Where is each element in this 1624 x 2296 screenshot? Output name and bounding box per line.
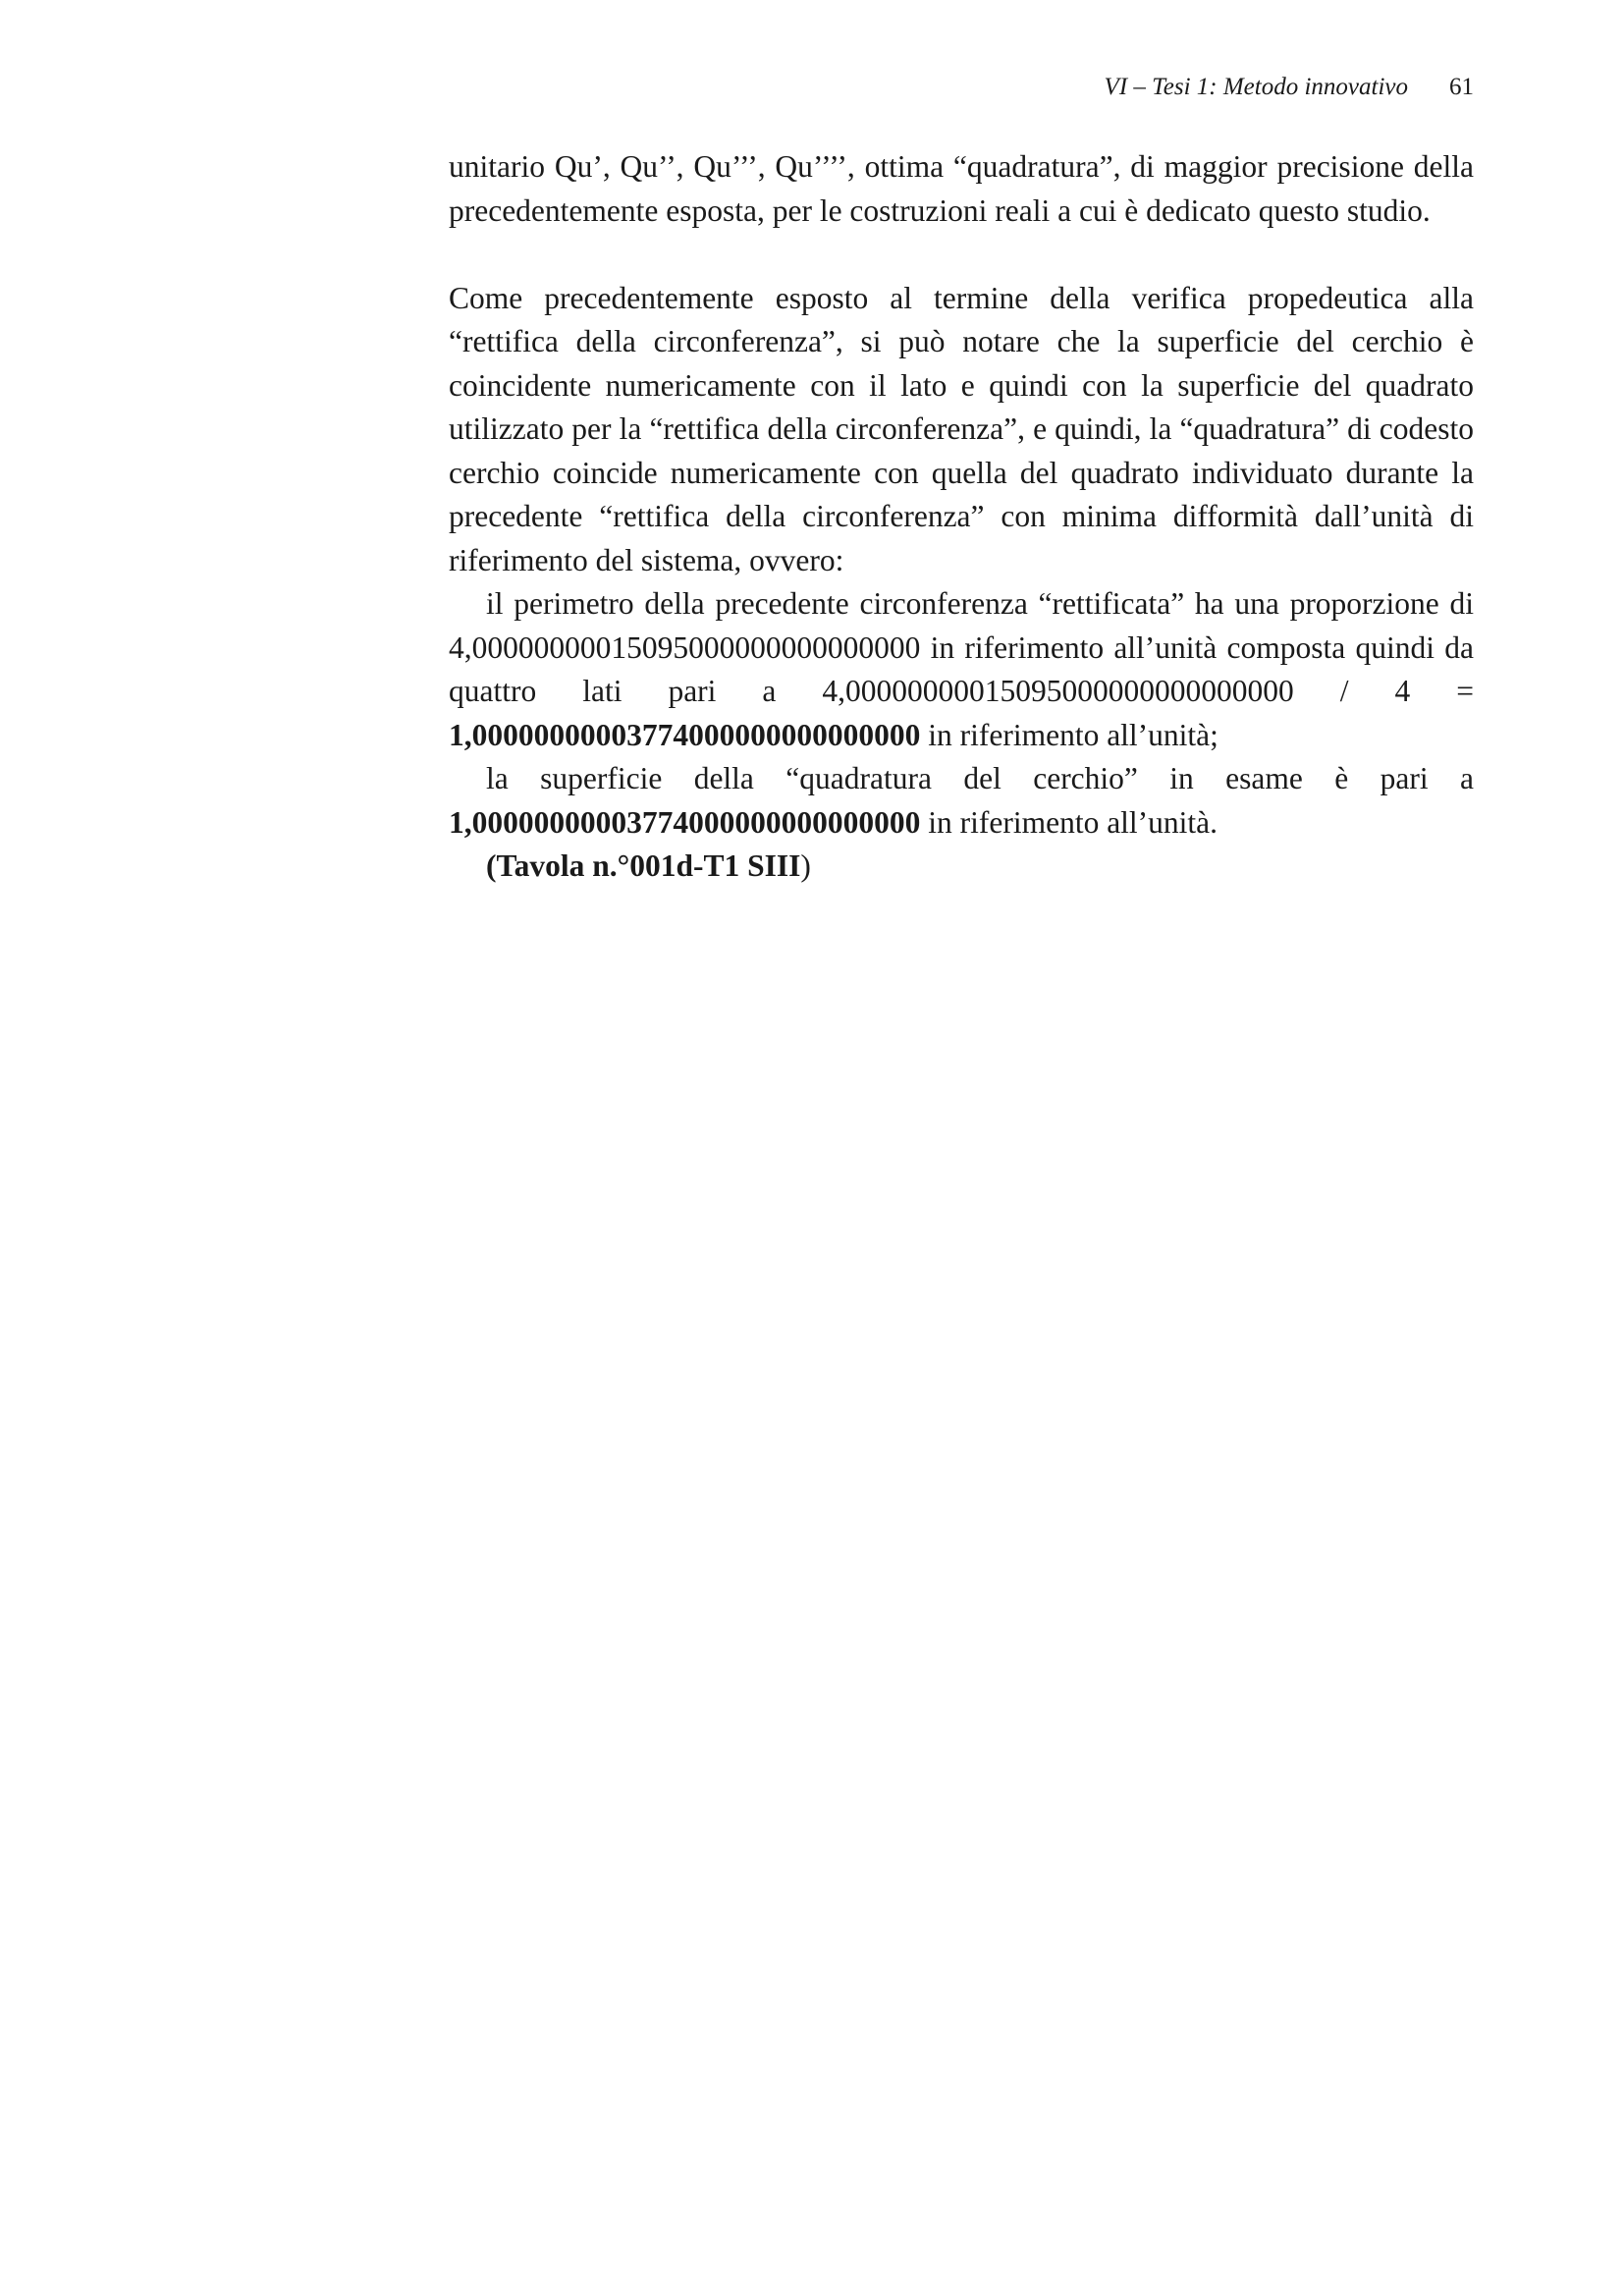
paragraph-4-bold-value: 1,00000000003774000000000000000 [449,804,921,840]
paragraph-1: unitario Qu’, Qu’’, Qu’’’, Qu’’’’, ottima “quadratura”, di maggior precisione della precedentemente esposta, per le costruzioni reali a cui è dedicato questo studio. [449,149,1474,228]
paragraph-4-tail: in riferimento all’unità. [920,804,1218,840]
paragraph-3-tail: in riferimento all’unità; [920,717,1218,752]
table-reference-tail: ) [800,848,811,883]
paragraph-3 [449,582,1474,757]
paragraph-4 [449,757,1474,845]
table-reference [449,845,1474,889]
page-number: 61 [1449,74,1474,100]
paragraph-3-text: il perimetro della precedente circonferenza “rettificata” ha una proporzione di 4,00000000015095000000000000000 in riferimento all’unità composta quindi da quattro lati pari a 4,00000000015095000000000000000 / 4 = [449,586,1474,708]
table-reference-bold: (Tavola n.°001d-T1 SIII [486,848,801,883]
body-text [449,145,1474,889]
paragraph-2: Come precedentemente esposto al termine della verifica propedeutica alla “rettifica della circonferenza”, si può notare che la superficie del cerchio è coincidente numericamente con il lato e quindi con la superficie del quadrato utilizzato per la “rettifica della circonferenza”, e quindi, la “quadratura” di codesto cerchio coincide numericamente con quella del quadrato individuato durante la precedente “rettifica della circonferenza” con minima difformità dall’unità di riferimento del sistema, ovvero: [449,280,1474,577]
running-title: VI – Tesi 1: Metodo innovativo [1104,74,1408,100]
running-head [1105,73,1474,102]
paragraph-4-text: la superficie della “quadratura del cerchio” in esame è pari a [486,761,1474,795]
paragraph-3-bold-value: 1,00000000003774000000000000000 [449,717,921,752]
